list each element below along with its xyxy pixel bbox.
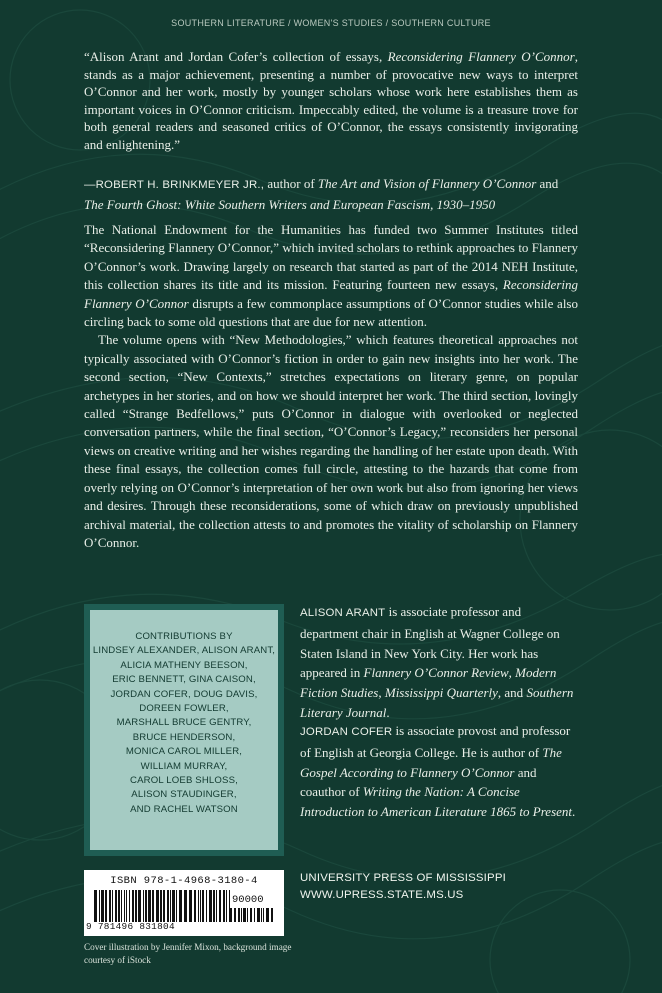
quote-book-title: Reconsidering Flannery O’Connor	[387, 49, 575, 64]
quote-text-1: “Alison Arant and Jordan Cofer’s collection of essays,	[84, 49, 388, 64]
author-bio-arant	[300, 602, 578, 723]
bio-text: .	[572, 804, 576, 820]
contributor-line: ALICIA MATHENY BEESON,	[120, 659, 248, 671]
cover-credit: Cover illustration by Jennifer Mixon, background image courtesy of iStock	[84, 942, 292, 965]
barcode-digits: 9 781496 831804	[86, 921, 175, 932]
contributor-line: AND RACHEL WATSON	[130, 803, 238, 815]
contributor-line: WILLIAM MURRAY,	[140, 760, 228, 772]
description-text: disrupts a few commonplace assumptions of O’Connor studies while also circling back to some old questions that are due for new attention.	[84, 295, 578, 330]
publisher-info	[300, 870, 506, 904]
attribution-book-1: The Art and Vision of Flannery O’Connor	[317, 176, 537, 191]
price-code: 90000	[232, 894, 264, 906]
journal-title: Modern Fiction Studies	[300, 665, 557, 701]
attribution-text-1: author of	[264, 176, 318, 191]
bio-text: and coauthor of	[300, 764, 537, 800]
endorsement-quote	[84, 48, 578, 154]
contributor-line: CAROL LOEB SHLOSS,	[130, 775, 238, 787]
isbn-barcode	[84, 870, 284, 936]
contributors-box	[84, 604, 284, 856]
publisher-url: WWW.UPRESS.STATE.MS.US	[300, 889, 464, 901]
contributor-line: LINDSEY ALEXANDER, ALISON ARANT,	[92, 645, 276, 657]
contributor-line: ERIC BENNETT, GINA CAISON,	[112, 674, 256, 686]
attribution-text-2: and	[536, 176, 559, 191]
contributor-line: MONICA CAROL MILLER,	[125, 746, 243, 758]
author-name: JORDAN COFER	[300, 726, 393, 738]
endorsement-attribution	[84, 174, 578, 214]
bio-text: , and	[497, 685, 527, 701]
quote-text-2: , stands as a major achievement, presenting a number of provocative new ways to interpret O’Connor and her work, mostly by younger scholars whose work here establishes them as important voices in O’Connor criticism. Impeccably edited, the volume is a treasure trove for both general readers and seasoned critics of O’Connor, the essays consistently invigorating and enlightening.”	[84, 49, 578, 152]
bio-text: is associate professor and department chair in English at Wagner College on Staten Island in New York City. Her work has appeared in	[300, 604, 560, 681]
description-book-title: Reconsidering Flannery O’Connor	[84, 277, 578, 311]
description-paragraph-2: The volume opens with “New Methodologies,” which features theoretical approaches not typically associated with O’Connor’s fiction in order to gain new insights into her work. The second section, “New Contexts,” stretches expectations on literary genre, on popular archetypes in her stories, and on how we should interpret her work. The third section, lovingly called “Strange Bedfellows,” puts O’Connor in dialogue with overlooked or neglected conversation partners, while the final section, “O’Connor’s Legacy,” reconsiders her personal views on creative writing and her wishes regarding the handling of her estate upon death. With these final essays, the collection comes full circle, attesting to the hazards that come from overly relying on O’Connor’s interpretation of her own work but also from ignoring her views and desires. Through these reconsiderations, some of which draw on previously unpublished archival material, the collection attests to and promotes the vitality of scholarship on Flannery O’Connor.	[84, 332, 578, 550]
description-text: The National Endowment for the Humanities has funded two Summer Institutes titled “Reconsidering Flannery O’Connor,” which invited scholars to rethink approaches to Flannery O’Connor’s work. Drawing largely on research that started as part of the 2014 NEH Institute, this collection shares its title and its mission. Featuring fourteen new essays,	[84, 222, 578, 293]
isbn-text: ISBN 978-1-4968-3180-4	[110, 875, 258, 887]
description-paragraph-1	[84, 221, 578, 331]
contributor-line: ALISON STAUDINGER,	[131, 789, 237, 801]
contributor-line: MARSHALL BRUCE GENTRY,	[116, 717, 252, 729]
contributor-line: DOREEN FOWLER,	[139, 703, 229, 715]
journal-title: Flannery O’Connor Review	[363, 665, 509, 681]
journal-title: Mississippi Quarterly	[384, 685, 498, 701]
bio-text: ,	[378, 685, 385, 701]
category-header: SOUTHERN LITERATURE / WOMEN'S STUDIES / SOUTHERN CULTURE	[171, 18, 491, 28]
price-barcode-bars	[230, 908, 274, 922]
journal-title: Southern Literary Journal	[300, 685, 574, 720]
book-title: The Gospel According to Flannery O’Connor	[300, 744, 562, 780]
barcode-bars	[94, 890, 230, 922]
author-name: ALISON ARANT	[300, 607, 386, 619]
bio-text: ,	[508, 665, 516, 681]
bio-text: .	[386, 704, 390, 720]
bio-text: is associate provost and professor of English at Georgia College. He is author of	[300, 723, 571, 760]
publisher-name: UNIVERSITY PRESS OF MISSISSIPPI	[300, 872, 507, 884]
attribution-book-2: The Fourth Ghost: White Southern Writers and European Fascism, 1930–1950	[84, 197, 496, 212]
contributor-line: JORDAN COFER, DOUG DAVIS,	[110, 688, 258, 700]
book-title: Writing the Nation: A Concise Introduction to American Literature 1865 to Present	[300, 784, 573, 820]
book-description	[84, 221, 578, 552]
contributors-heading: CONTRIBUTIONS BY	[135, 631, 233, 642]
contributor-line: BRUCE HENDERSON,	[132, 731, 236, 743]
contributors-list	[90, 610, 278, 850]
author-bio-cofer	[300, 721, 578, 822]
endorser-name: —ROBERT H. BRINKMEYER JR.,	[84, 179, 265, 191]
